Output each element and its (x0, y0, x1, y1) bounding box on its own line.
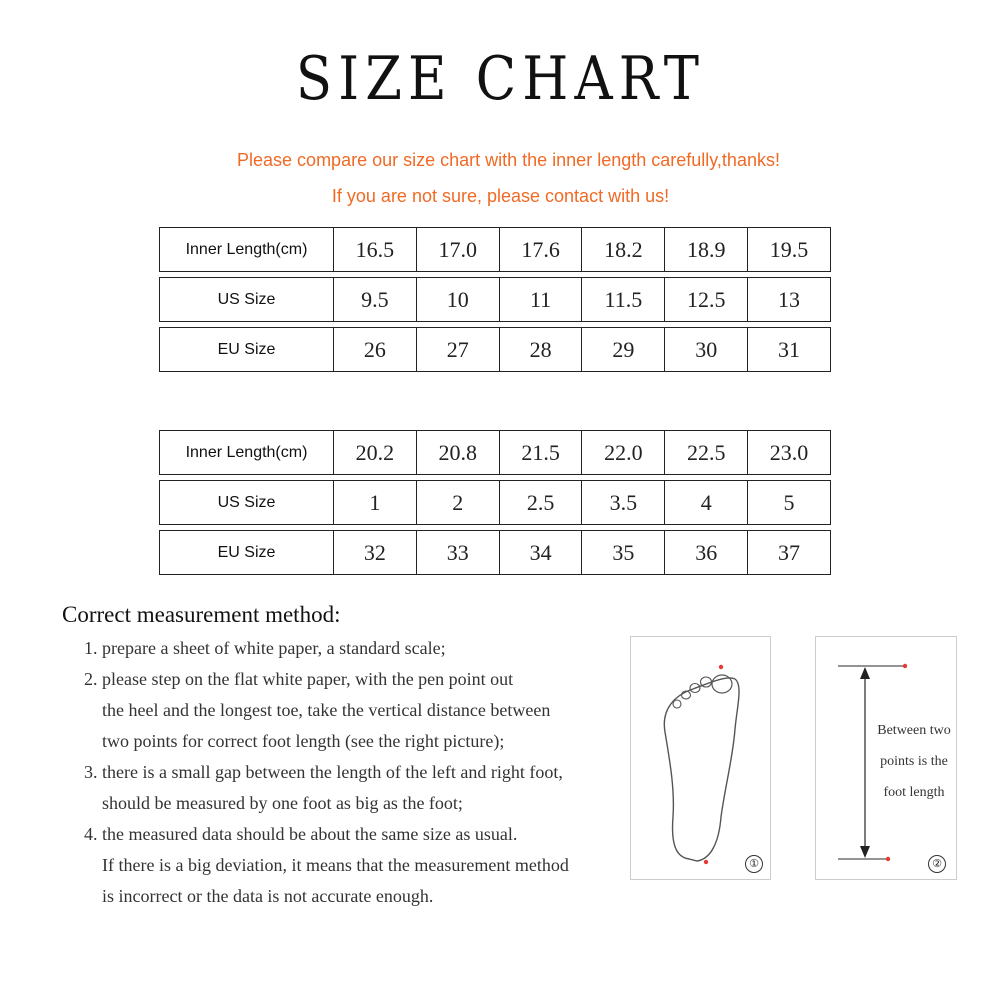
table-cell: 18.9 (665, 228, 748, 271)
bottom-point-dot (886, 857, 890, 861)
row-label: EU Size (160, 328, 334, 371)
table-cell: 31 (778, 336, 801, 362)
us-size-row (159, 277, 831, 322)
table-cell: 22.0 (582, 431, 665, 474)
table-cell: 29 (582, 328, 665, 371)
method-step-4-cont: If there is a big deviation, it means that the measurement method (102, 855, 569, 875)
table-cell: 9.5 (334, 278, 417, 321)
foot-picture (630, 636, 771, 880)
size-table-2 (159, 430, 831, 580)
table-cell: 13 (778, 286, 801, 312)
table-cell: 34 (500, 531, 583, 574)
table-cell: 36 (665, 531, 748, 574)
table-cell: 10 (417, 278, 500, 321)
eu-size-row (159, 327, 831, 372)
table-cell: 11.5 (582, 278, 665, 321)
table-cell: 11 (500, 278, 583, 321)
table-cell: 22.5 (665, 431, 748, 474)
table-cell: 30 (665, 328, 748, 371)
method-step-3: 3. there is a small gap between the length of the left and right foot, (84, 762, 563, 782)
row-label: US Size (160, 278, 334, 321)
table-cell: 17.6 (500, 228, 583, 271)
table-cell: 27 (417, 328, 500, 371)
method-step-3-cont: should be measured by one foot as big as the foot; (102, 793, 463, 813)
contact-note: If you are not sure, please contact with us! (331, 186, 670, 206)
table-cell: 37 (778, 539, 801, 565)
top-point-dot (903, 664, 907, 668)
table-cell: 21.5 (500, 431, 583, 474)
method-step-2-cont: two points for correct foot length (see the right picture); (102, 731, 505, 751)
row-label: EU Size (160, 531, 334, 574)
method-step-1: 1. prepare a sheet of white paper, a standard scale; (84, 638, 446, 658)
table-cell: 20.2 (334, 431, 417, 474)
table-cell: 16.5 (334, 228, 417, 271)
table-cell: 2 (417, 481, 500, 524)
row-label: Inner Length(cm) (160, 228, 334, 271)
method-step-2: 2. please step on the flat white paper, with the pen point out (84, 669, 514, 689)
method-title: Correct measurement method: (62, 602, 341, 627)
table-cell: 33 (417, 531, 500, 574)
method-steps (84, 635, 624, 914)
size-table-1 (159, 227, 831, 377)
table-cell: 3.5 (582, 481, 665, 524)
measure-caption-line: points is the (880, 754, 948, 769)
foot-outline-icon (631, 637, 772, 881)
measure-picture (815, 636, 957, 880)
table-cell: 12.5 (665, 278, 748, 321)
picture-number-1: ① (745, 855, 763, 873)
compare-note: Please compare our size chart with the inner length carefully,thanks! (237, 150, 780, 170)
measure-caption-line: Between two (877, 723, 951, 738)
table-cell: 32 (334, 531, 417, 574)
page-title: SIZE CHART (295, 44, 706, 114)
table-cell: 28 (500, 328, 583, 371)
table-cell: 17.0 (417, 228, 500, 271)
table-cell: 18.2 (582, 228, 665, 271)
table-cell: 20.8 (417, 431, 500, 474)
inner-length-row (159, 227, 831, 272)
table-cell: 19.5 (769, 236, 809, 262)
picture-number-2: ② (928, 855, 946, 873)
method-step-2-cont: the heel and the longest toe, take the vertical distance between (102, 700, 551, 720)
row-label: US Size (160, 481, 334, 524)
toe-point-dot (719, 665, 723, 669)
table-cell: 1 (334, 481, 417, 524)
table-cell: 26 (334, 328, 417, 371)
measure-caption (872, 715, 956, 808)
measure-caption-line: foot length (883, 785, 945, 800)
inner-length-row (159, 430, 831, 475)
heel-point-dot (704, 860, 708, 864)
table-cell: 4 (665, 481, 748, 524)
table-cell: 5 (783, 489, 795, 515)
table-cell: 23.0 (769, 439, 809, 465)
table-cell: 35 (582, 531, 665, 574)
us-size-row (159, 480, 831, 525)
row-label: Inner Length(cm) (160, 431, 334, 474)
eu-size-row (159, 530, 831, 575)
table-cell: 2.5 (500, 481, 583, 524)
method-step-4: 4. the measured data should be about the same size as usual. (84, 824, 518, 844)
method-step-4-cont: is incorrect or the data is not accurate enough. (102, 886, 434, 906)
